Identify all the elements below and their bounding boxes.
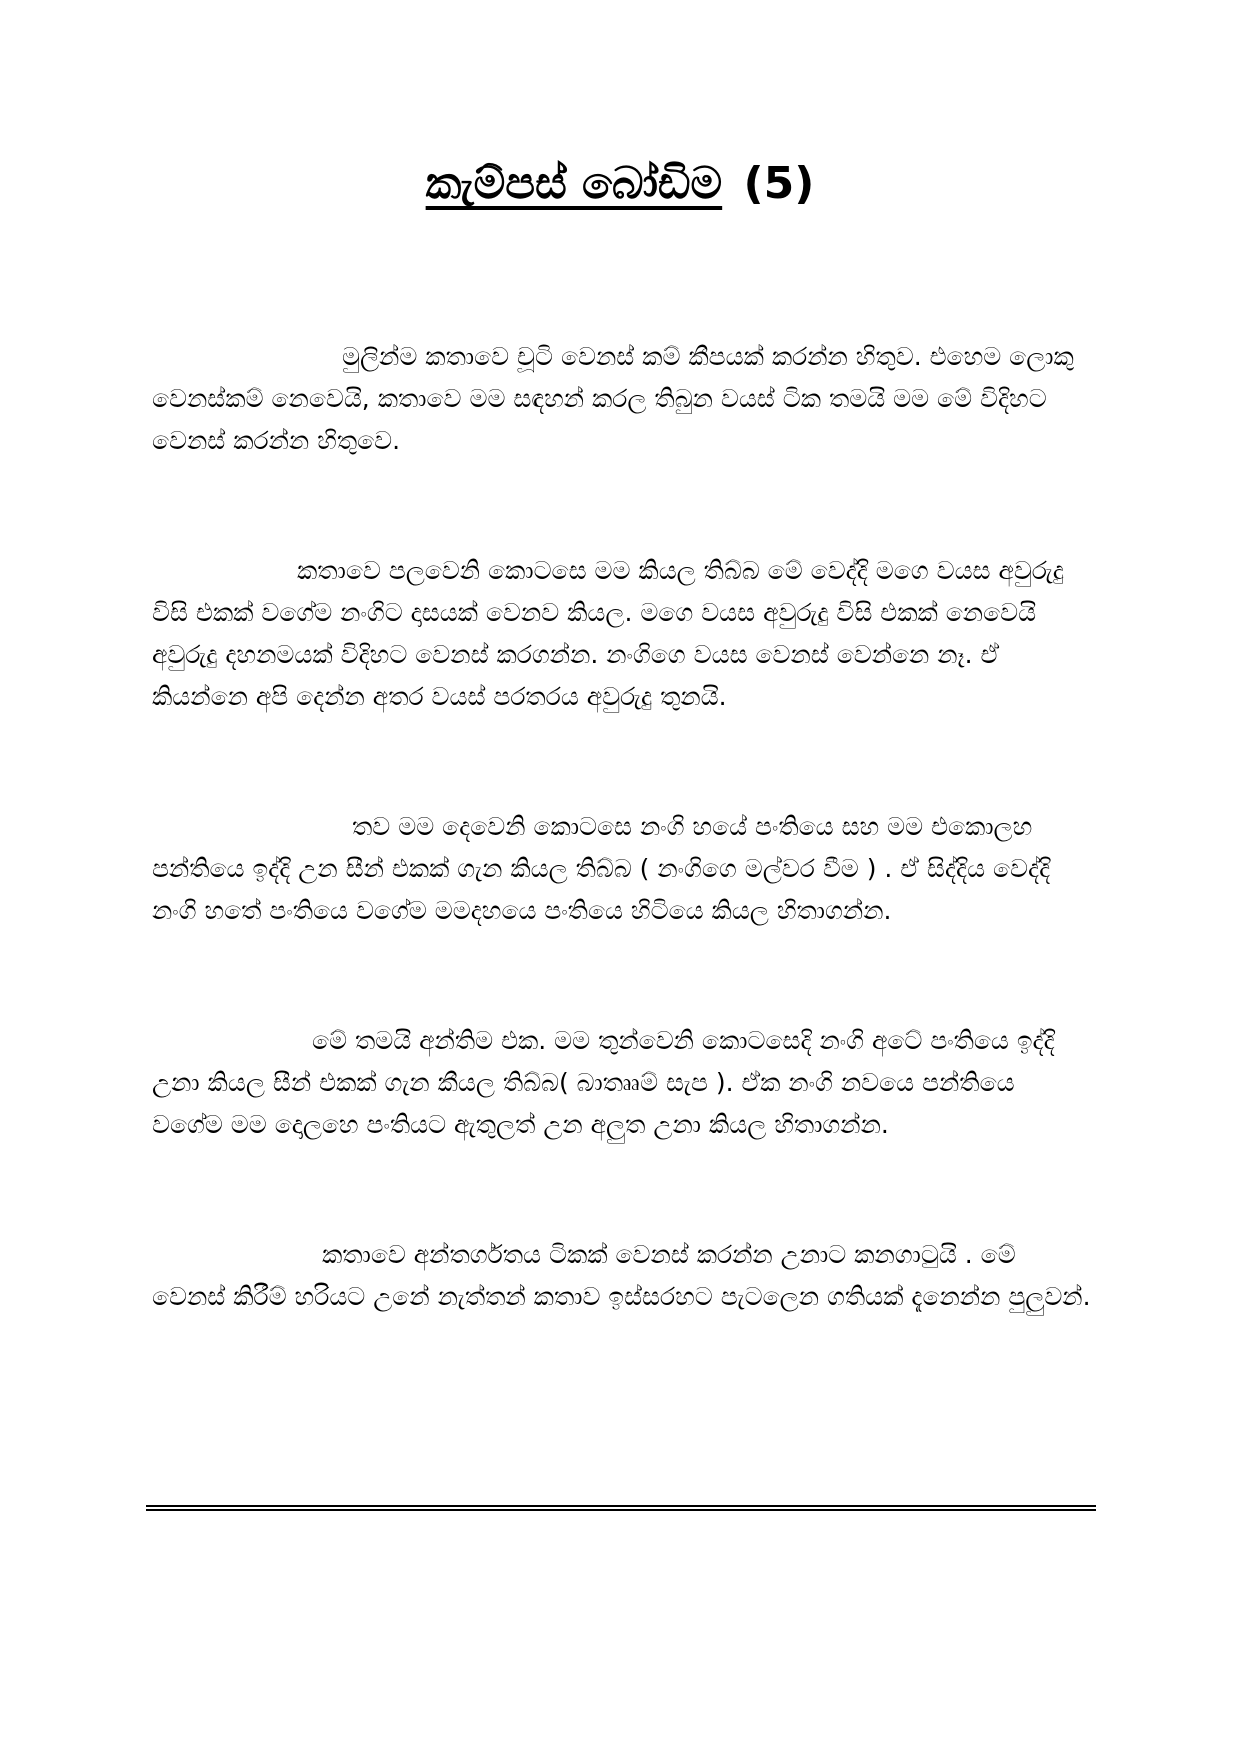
paragraph: මේ තමයි අන්තිම එක. මම තුන්වෙනි කොටසෙදි නංගි අටේ පංතියෙ ඉද්දි උනා කියල සීන් එකක් ගැන කීයල තිබ්බ( බාතෲම් සැප ). ඒක නංගි නවයෙ පන්තියෙ වගේම මම දොලහෙ පංතියට ඇතුලත් උන අලුත උනා කියල හිතාගන්න. — [152, 1026, 1055, 1139]
double-rule-divider — [146, 1505, 1096, 1511]
body-text — [152, 336, 1092, 1406]
paragraph: කතාවෙ පලවෙනි කොටසෙ මම කියල තිබ්බ මේ වෙද්දි මගෙ වයස අවුරුදු විසි එකක් වගේම නංගිට දාසයක් වෙනව කියල. මගෙ වයස අවුරුදු විසි එකක් නෙවෙයි අවුරුදු දහනමයක් විදිහට වෙනස් කරගන්න. නංගිගෙ වයස වෙනස් වෙන්නෙ නෑ. ඒ කියන්නෙ අපි දෙන්න අතර වයස් පරතරය අවුරුදු තුනයි. — [152, 556, 1064, 711]
paragraph: තව මම දෙවෙනි කොටසෙ නංගි හයේ පංතියෙ සහ මම එකොලහ පන්තියෙ ඉද්දි උන සීන් එකක් ගැන කියල තිබ්බ ( නංගිගෙ මල්වර වීම ) . ඒ සිද්දිය වෙද්දි නංගි හතේ පංතියෙ වගේම මමදහයෙ පංතියෙ හිටියෙ කියල හිතාගන්න. — [152, 812, 1051, 925]
title-text: කැම්පස් බෝඩිම — [425, 158, 723, 209]
paragraph: මුලින්ම කතාවෙ චූටි වෙනස් කම් කීපයක් කරන්න හිතුව. එහෙම ලොකු වෙනස්කම් නෙවෙයි, කතාවෙ මම සඳහන් කරල තිබුන වයස් ටික තමයි මම මේ විදිහට වෙනස් කරන්න හිතුවෙ. — [152, 342, 1074, 455]
page-title — [0, 158, 1240, 211]
title-number: (5) — [743, 158, 815, 209]
paragraph: කතාවෙ අන්තර්ගතය ටිකක් වෙනස් කරන්න උනාට කනගාටුයි . මේ වෙනස් කිරීම් හරියට උනේ නැත්තන් කතාව ඉස්සරහට පැටලෙන ගතියක් දැනෙන්න පුලුවන්. — [152, 1240, 1091, 1311]
